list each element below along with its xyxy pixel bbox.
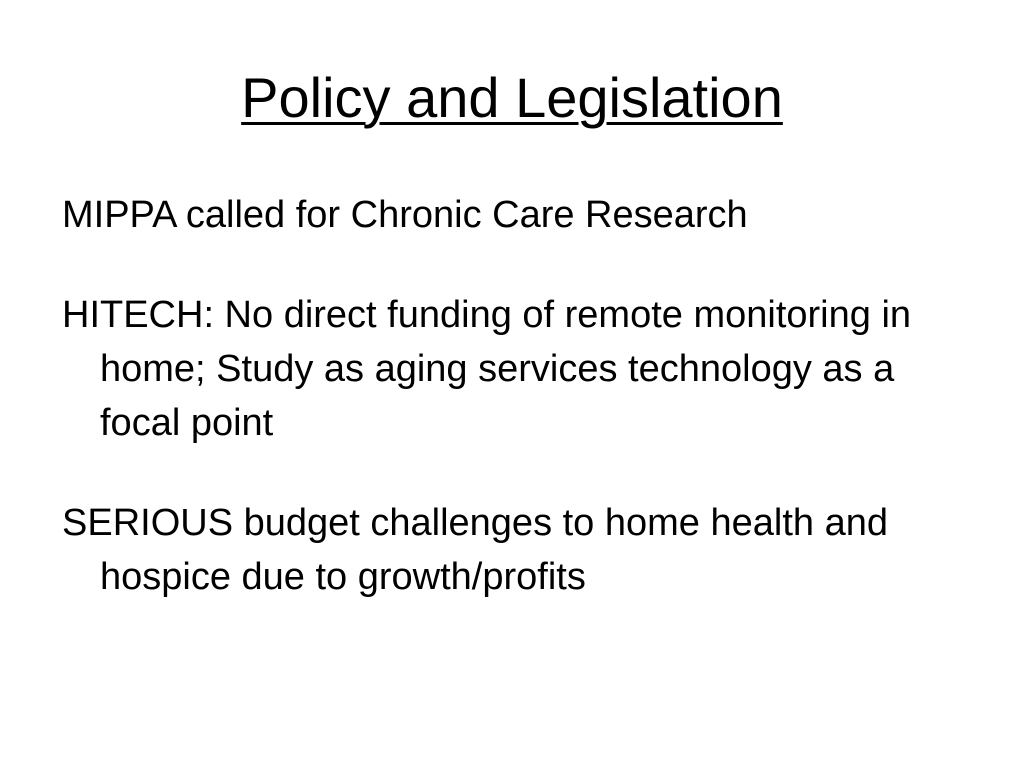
bullet-budget: SERIOUS budget challenges to home health and hospice due to growth/profits <box>62 502 888 598</box>
bullet-mippa: MIPPA called for Chronic Care Research <box>62 194 748 236</box>
slide-title: Policy and Legislation <box>241 66 783 129</box>
bullet-list <box>62 188 982 604</box>
bullet-hitech: HITECH: No direct funding of remote monitoring in home; Study as aging services technology as a focal point <box>62 294 912 444</box>
